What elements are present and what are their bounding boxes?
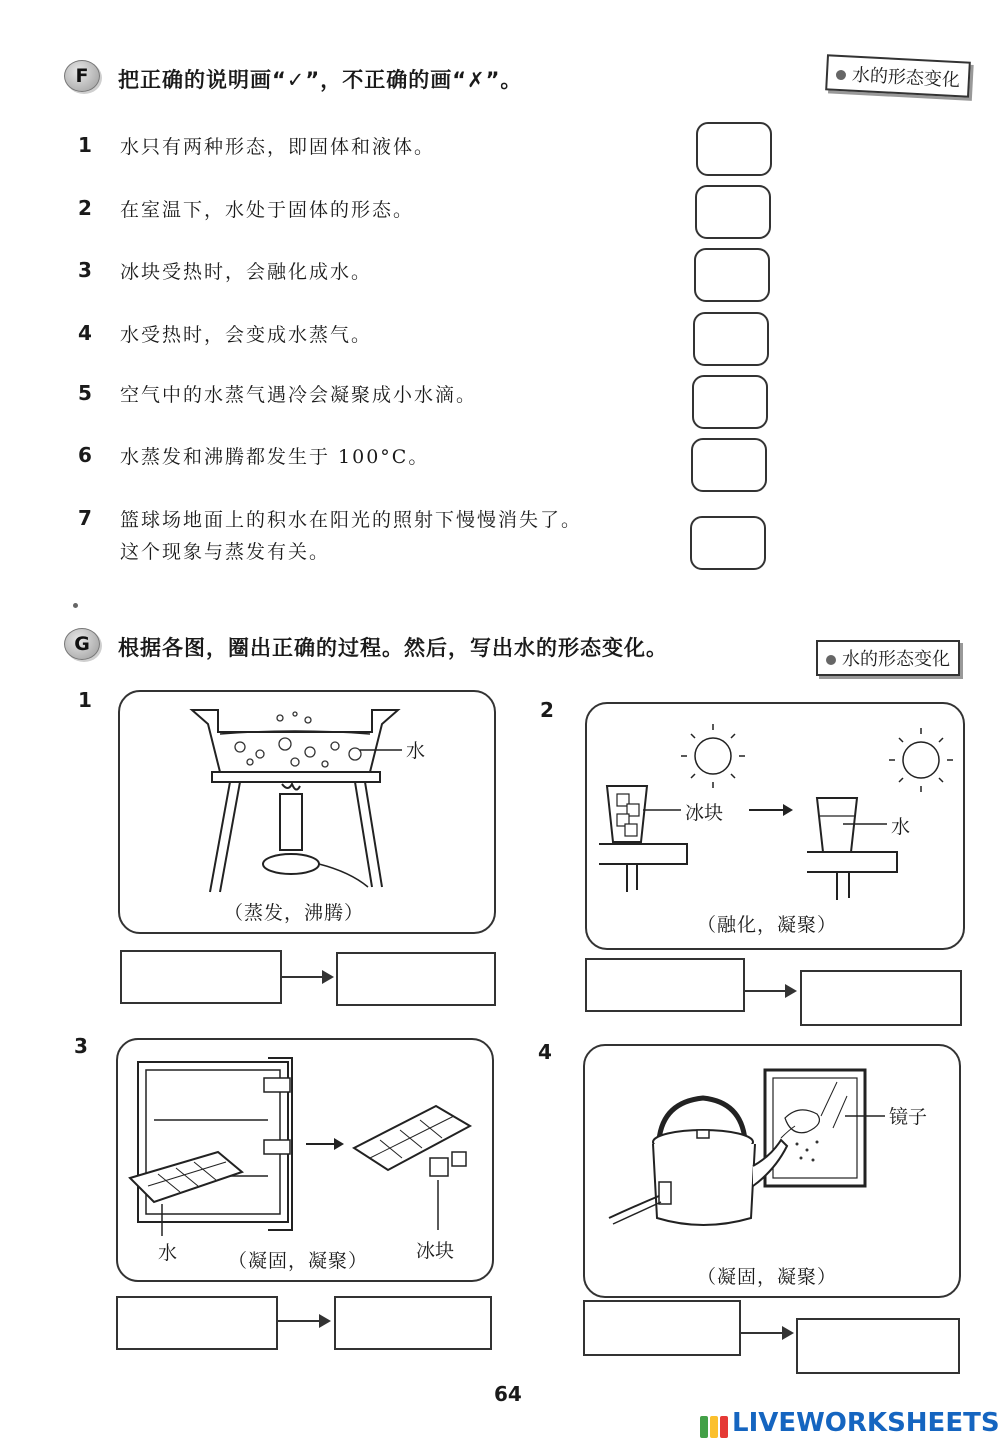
- boiling-water-illustration: [120, 692, 494, 932]
- answer-box-2[interactable]: [695, 185, 771, 239]
- panel-4-frame: [583, 1044, 961, 1298]
- panel-4-number: 4: [538, 1040, 552, 1064]
- page-number: 64: [494, 1382, 522, 1406]
- panel-2-number: 2: [540, 698, 554, 722]
- panel-3-number: 3: [74, 1034, 88, 1058]
- label-water: 水: [406, 740, 426, 762]
- liveworksheets-logo-icon: [700, 1416, 728, 1438]
- panel-1-number: 1: [78, 688, 92, 712]
- question-number: 6: [78, 443, 92, 467]
- panel-3-end-state-input[interactable]: [334, 1296, 492, 1350]
- topic-tag-label: 水的形态变化: [842, 649, 950, 670]
- section-f-title: 把正确的说明画“✓”，不正确的画“✗”。: [118, 68, 523, 92]
- watermark-text: LIVEWORKSHEETS: [732, 1408, 1000, 1438]
- panel-3-start-state-input[interactable]: [116, 1296, 278, 1350]
- section-g-topic-tag: [816, 640, 960, 676]
- bullet-icon: [836, 70, 847, 81]
- question-text: 水受热时，会变成水蒸气。: [120, 324, 373, 346]
- topic-tag-label: 水的形态变化: [851, 64, 961, 92]
- answer-box-4[interactable]: [693, 312, 769, 366]
- divider-dot: [73, 603, 78, 608]
- panel-4-start-state-input[interactable]: [583, 1300, 741, 1356]
- panel-2-end-state-input[interactable]: [800, 970, 962, 1026]
- arrow-icon: [280, 976, 332, 978]
- question-text: 水只有两种形态，即固体和液体。: [120, 136, 436, 158]
- panel-3-frame: [116, 1038, 494, 1282]
- label-ice: 冰块: [416, 1240, 455, 1262]
- question-number: 7: [78, 506, 92, 530]
- panel-3-choice[interactable]: （凝固，凝聚）: [228, 1250, 369, 1272]
- question-text: 空气中的水蒸气遇冷会凝聚成小水滴。: [120, 384, 478, 406]
- panel-1-choice[interactable]: （蒸发，沸腾）: [224, 902, 365, 924]
- section-g-title: 根据各图，圈出正确的过程。然后，写出水的形态变化。: [118, 636, 668, 660]
- label-water: 水: [158, 1242, 178, 1264]
- label-water: 水: [891, 816, 911, 838]
- question-number: 1: [78, 133, 92, 157]
- question-number: 3: [78, 258, 92, 282]
- arrow-icon: [740, 1332, 792, 1334]
- section-f-badge: F: [64, 60, 100, 92]
- question-text: 在室温下，水处于固体的形态。: [120, 199, 415, 221]
- panel-1-end-state-input[interactable]: [336, 952, 496, 1006]
- answer-box-6[interactable]: [691, 438, 767, 492]
- answer-box-1[interactable]: [696, 122, 772, 176]
- label-mirror: 镜子: [889, 1106, 928, 1128]
- answer-box-5[interactable]: [692, 375, 768, 429]
- question-number: 2: [78, 196, 92, 220]
- liveworksheets-watermark: [700, 1408, 1000, 1438]
- panel-2-frame: [585, 702, 965, 950]
- question-number: 5: [78, 381, 92, 405]
- arrow-icon: [743, 990, 795, 992]
- label-ice: 冰块: [685, 802, 724, 824]
- question-text-line-2: 这个现象与蒸发有关。: [120, 541, 331, 563]
- panel-4-end-state-input[interactable]: [796, 1318, 960, 1374]
- arrow-icon: [277, 1320, 329, 1322]
- question-text: 篮球场地面上的积水在阳光的照射下慢慢消失了。: [120, 509, 583, 531]
- section-f-topic-tag: [825, 54, 971, 97]
- panel-4-choice[interactable]: （凝固，凝聚）: [697, 1266, 838, 1288]
- question-number: 4: [78, 321, 92, 345]
- kettle-mirror-illustration: [585, 1046, 959, 1296]
- answer-box-3[interactable]: [694, 248, 770, 302]
- panel-2-choice[interactable]: （融化，凝聚）: [697, 914, 838, 936]
- question-text: 水蒸发和沸腾都发生于 100°C。: [120, 446, 430, 468]
- panel-1-frame: [118, 690, 496, 934]
- bullet-icon: [826, 655, 836, 665]
- section-g-badge: G: [64, 628, 100, 660]
- answer-box-7[interactable]: [690, 516, 766, 570]
- panel-2-start-state-input[interactable]: [585, 958, 745, 1012]
- question-text: 冰块受热时，会融化成水。: [120, 261, 373, 283]
- panel-1-start-state-input[interactable]: [120, 950, 282, 1004]
